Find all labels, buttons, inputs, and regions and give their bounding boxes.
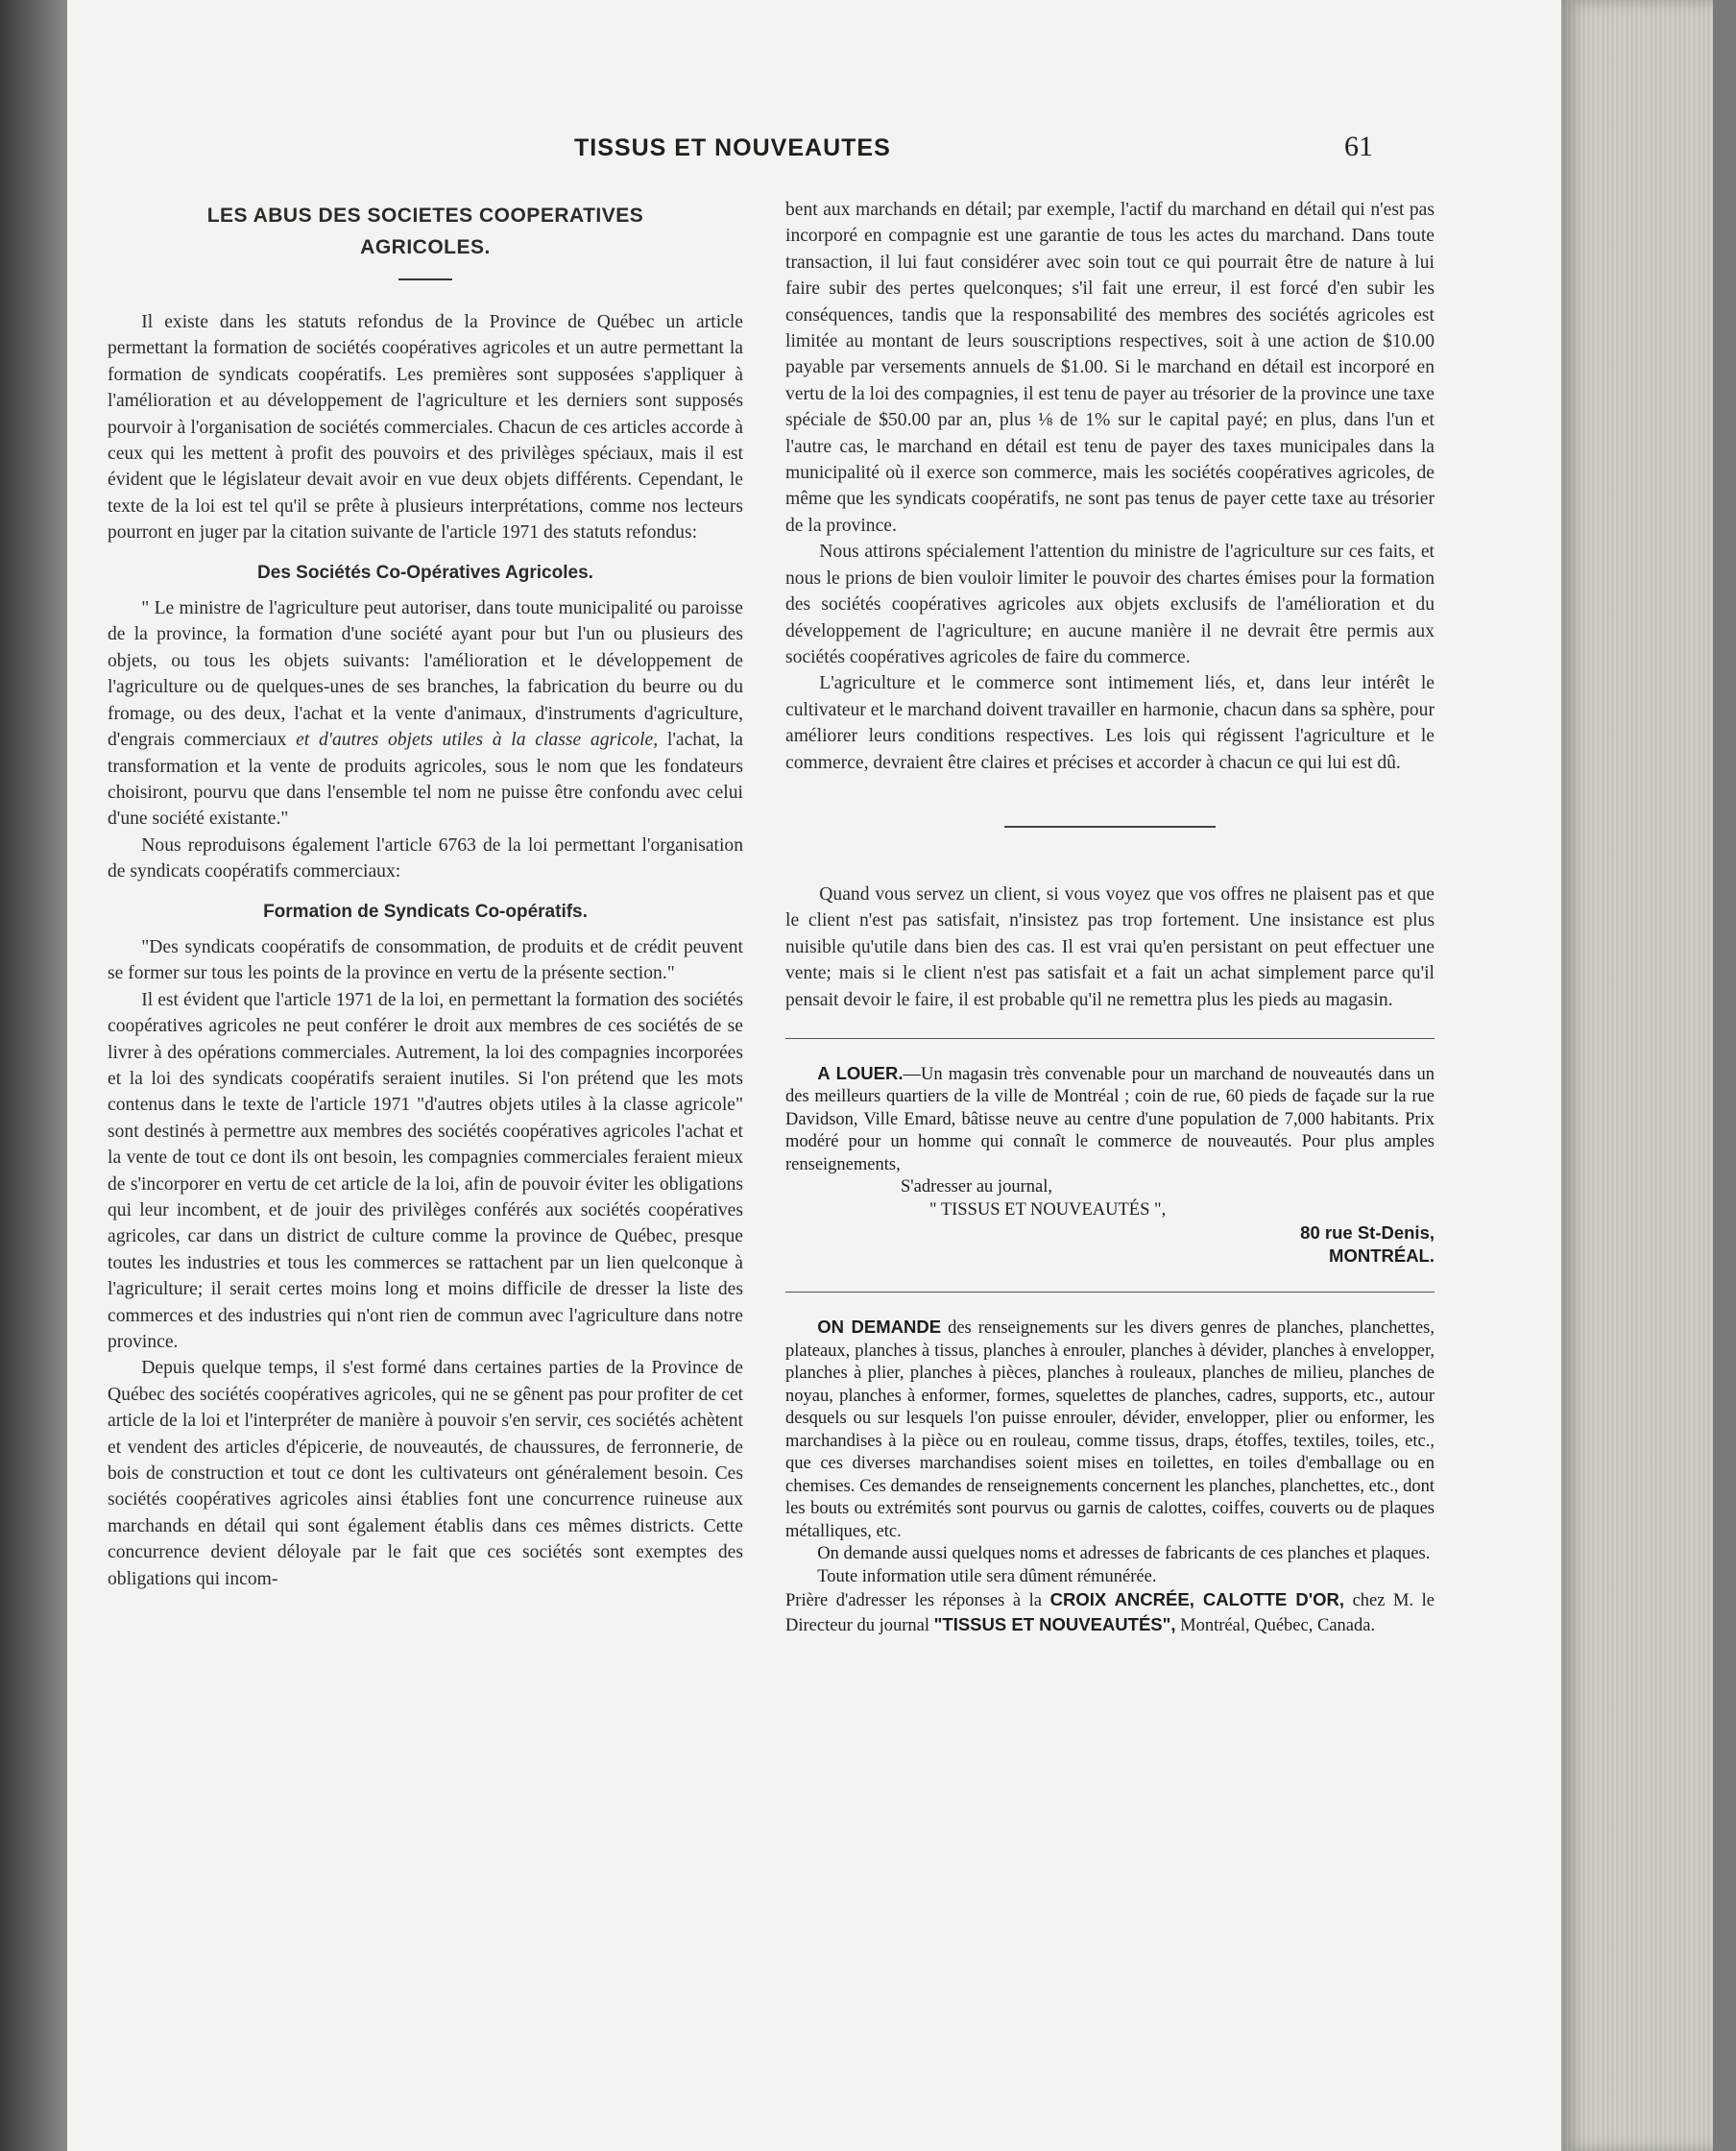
left-column (108, 200, 743, 1592)
ad-strong: "TISSUS ET NOUVEAUTÉS", (933, 1613, 1176, 1634)
article-paragraph: Il est évident que l'article 1971 de la loi, en permettant la formation des sociétés coopératives agricoles ne peut conférer le droit aux membres de ces sociétés de se livrer à des opérations commerciales. Autrement, la loi des compagnies incorporées et la loi des syndicats coopératifs seraient inutiles. Si l'on prétend que les mots contenus dans le texte de l'article 1971 "d'autres objets utiles à la classe agricole" sont destinés à permettre aux membres des sociétés coopératives agricoles l'achat et la vente de tout ce dont ils ont besoin, les compagnies commerciales feraient mieux de s'incorporer en vertu de cet article de la loi, afin de pouvoir éviter les obligations qui leur incombent, et de jouir des privilèges conférés aux sociétés coopératives agricoles, car dans un district de culture comme la province de Québec, presque toutes les industries et tous les commerces se rattachent par un lien quelconque à l'agriculture; il serait certes moins long et moins difficile de dresser la liste des commerces et des industries qui n'ont rien de commun avec l'agriculture dans notre province. (108, 989, 743, 1353)
article-paragraph: bent aux marchands en détail; par exemple, l'actif du marchand en détail qui n'est pas incorporé en compagnie est une garantie de tous les actes du marchand. Dans toute transaction, il lui faut considérer avec soin tout ce qui pourrait être de nature à lui faire subir des pertes quelconques; s'il fait une erreur, il est forcé d'en subir les conséquences, tandis que la responsabilité des membres des sociétés agricoles est limitée au montant de leurs souscriptions respectives, soit à une action de $10.00 payable par versements annuels de $1.00. Si le marchand en détail est incorporé en vertu de la loi des compagnies, il est tenu de payer au trésorier de la province une taxe spéciale de $50.00 par an, plus ⅛ de 1% sur le capital payé; en plus, dans l'un et l'autre cas, le marchand en détail est tenu de payer des taxes municipales dans la municipalité où il exerce son commerce, mais les sociétés coopératives agricoles, de même que les syndicats coopératifs, ne sont pas tenus de payer cette taxe au trésorier de la province. (785, 200, 1435, 536)
section-heading: Des Sociétés Co-Opératives Agricoles. (257, 562, 593, 583)
ad-text (785, 1316, 1435, 1543)
ad-lead: ON DEMANDE (817, 1317, 942, 1338)
running-head: TISSUS ET NOUVEAUTES (574, 134, 891, 161)
ad-for-rent (785, 1062, 1435, 1268)
ad-body: des renseignements sur les divers genres de planches, planchettes, plateaux, planches à tissus, planches à enrouler, planches à dévider, planches à envelopper, planches à plier, planches à pièces, planches à rouleaux, planches de milieu, planches de noyau, planches à enformer, formes, squelettes de planches, cadres, supports, etc., autour desquels ou sur lesquels l'on puisse enrouler, dévider, envelopper, plier ou enformer, les marchandises à la pièce ou en rouleau, comme tissus, draps, étoffes, textiles, toiles, etc., que ces diverses marchandises soient mises en toilettes, en toiles d'emballage ou en chemises. Ces demandes de renseignements concernent les planches, planchettes, etc., dont les bouts ou extrémités sont pourvus ou garnis de calottes, coiffes, couverts ou de plaques métalliques, etc. (785, 1318, 1435, 1541)
ad-strong: CROIX ANCRÉE, CALOTTE D'OR, (1049, 1589, 1344, 1610)
article-paragraph: Il existe dans les statuts refondus de la Province de Québec un article permettant la formation de sociétés coopératives agricoles et un autre permettant la formation de syndicats coopératifs. Les premières sont supposées s'appliquer à l'amélioration et au développement de l'agriculture et les derniers sont supposés pourvoir à l'organisation de sociétés commerciales. Chacun de ces articles accorde à ceux qui les mettent à profit des pouvoirs et des privilèges spéciaux, mais il est évident que le législateur devait avoir en vue deux objets différents. Cependant, le texte de la loi est tel qu'il se prête à plusieurs interprétations, comme nos lecteurs pourront en juger par la citation suivante de l'article 1971 des statuts refondus: (108, 312, 743, 544)
ad-lead: A LOUER. (817, 1062, 904, 1083)
ad-body: chez M. le Directeur du journal (785, 1591, 1435, 1635)
ad-divider (785, 1292, 1435, 1293)
book-gutter-left (0, 0, 67, 2151)
quoted-statute: "Des syndicats coopératifs de consommation, de produits et de crédit peuvent se former sur tous les points de la province en vertu de la présente section." (108, 936, 743, 984)
right-column (785, 197, 1435, 1637)
article-title-line1: LES ABUS DES SOCIETES COOPERATIVES (206, 205, 644, 227)
article-title (108, 200, 743, 263)
article-paragraph: Nous reproduisons également l'article 6763 de la loi permettant l'organisation de syndicats coopératifs commerciaux: (108, 834, 743, 882)
page-number: 61 (1344, 131, 1373, 162)
quoted-statute (108, 595, 743, 833)
ad-address-line: 80 rue St-Denis, (1300, 1222, 1435, 1244)
ad-divider (785, 1038, 1435, 1039)
article-paragraph: L'agriculture et le commerce sont intimement liés, et, dans leur intérêt le cultivateur et le marchand doivent travailler en harmonie, chacun dans sa sphère, pour améliorer leurs conditions respectives. Les lois qui régissent l'agriculture et le commerce, devraient être claires et précises et accorder à chacun ce qui lui est dû. (785, 673, 1435, 773)
quote-text: " Le ministre de l'agriculture peut autoriser, dans toute municipalité ou paroisse de la province, la formation d'une société ayant pour but l'un ou plusieurs des objets, ou tous les objets suivants: l'amélioration et le développement de l'agriculture ou de quelques-unes de ses branches, la fabrication du beurre ou du fromage, ou des deux, l'achat et la vente d'animaux, d'instruments d'agriculture, d'engrais commerciaux (108, 598, 743, 751)
ad-text (785, 1062, 1435, 1177)
ad-body: Prière d'adresser les réponses à la (785, 1591, 1050, 1611)
ad-wanted (785, 1316, 1435, 1637)
section-divider (1004, 826, 1216, 828)
notice-text: Quand vous servez un client, si vous voyez que vos offres ne plaisent pas et que le client n'est pas satisfait, n'insistez pas trop fortement. Une insistance est plus nuisible qu'utile dans bien des cas. Il est vrai qu'en persistant on peut effectuer une vente; mais si le client n'est pas satisfait et a fait un achat simplement parce qu'il pensait devoir le faire, il est probable qu'il ne remettra plus les pieds au magasin. (785, 883, 1435, 1010)
section-heading: Formation de Syndicats Co-opératifs. (263, 901, 588, 922)
ad-text: On demande aussi quelques noms et adresses de fabricants de ces planches et plaques. (817, 1544, 1431, 1564)
article-paragraph: Nous attirons spécialement l'attention du ministre de l'agriculture sur ces faits, et nous le prions de bien vouloir limiter le pouvoir des chartes émises pour la formation des sociétés coopératives agricoles aux objets exclusifs de l'amélioration et du développement de l'agriculture; en aucune manière il ne devrait être permis aux sociétés coopératives agricoles de faire du commerce. (785, 542, 1435, 667)
quote-emphasis: et d'autres objets utiles à la classe agricole, (296, 730, 659, 751)
quote-text: l'achat, la transformation et la vente de produits agricoles, sous le nom que les fondateurs choisiront, pourvu que dans l'ensemble tel nom ne puisse être confondu avec celui d'une société existante." (108, 730, 744, 830)
article-paragraph: Depuis quelque temps, il s'est formé dans certaines parties de la Province de Québec des sociétés coopératives agricoles, qui ne se gênent pas pour profiter de cet article de la loi et l'interpréter de manière à pouvoir s'en servir, ces sociétés achètent et vendent des articles d'épicerie, de nouveautés, de chaussures, de ferronnerie, de bois de construction et tout ce dont les cultivateurs ont généralement besoin. Ces sociétés coopératives agricoles ainsi établies font une concurrence ruineuse aux marchands en détail qui sont également établis dans ces mêmes districts. Cette concurrence devient déloyale par le fait que ces sociétés sont exemptes des obligations qui incom- (108, 1358, 743, 1589)
ad-text (785, 1588, 1435, 1637)
ad-address-line: MONTRÉAL. (1329, 1245, 1435, 1266)
ad-address-line: " TISSUS ET NOUVEAUTÉS ", (929, 1199, 1167, 1220)
title-rule (398, 278, 452, 280)
sales-advice-notice (785, 882, 1435, 1013)
ad-body: —Un magasin très convenable pour un marchand de nouveautés dans un des meilleurs quartiers de la ville de Montréal ; coin de rue, 60 pieds de façade sur la rue Davidson, Ville Emard, bâtisse neuve au centre d'une population de 7,000 habitants. Prix modéré pour un homme qui connaît le commerce de nouveautés. Pour plus amples renseignements, (785, 1064, 1435, 1174)
ad-text: Toute information utile sera dûment rémunérée. (817, 1566, 1157, 1586)
article-title-line2: AGRICOLES. (360, 236, 491, 258)
book-page-edges (1561, 0, 1736, 2151)
ad-address-line: S'adresser au journal, (901, 1177, 1052, 1197)
ad-body: Montréal, Québec, Canada. (1175, 1615, 1376, 1635)
